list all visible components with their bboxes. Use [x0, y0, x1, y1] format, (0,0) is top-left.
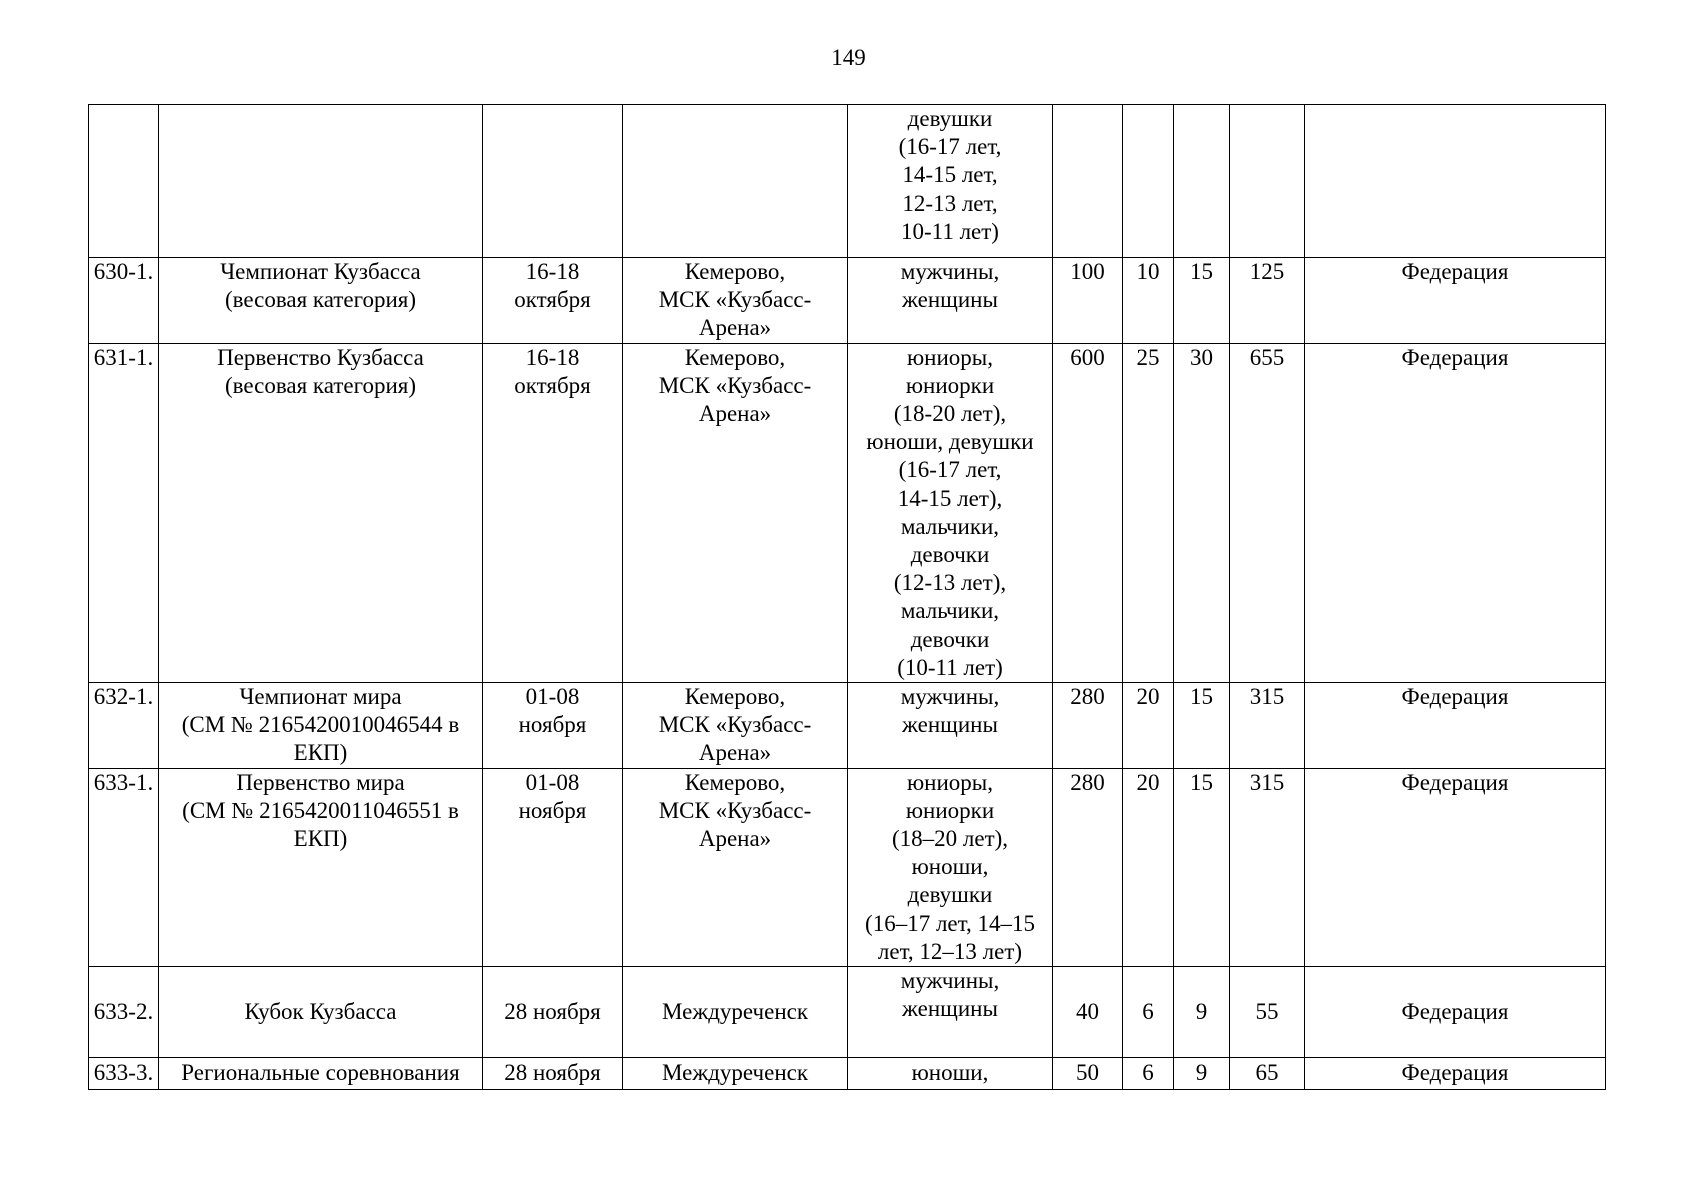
event-name-cell	[159, 105, 483, 258]
value-cell-3: 15	[1174, 258, 1230, 344]
value-cell-1: 280	[1053, 768, 1123, 966]
table-row	[89, 768, 1606, 966]
event-name-cell: Первенство мира (СМ № 2165420011046551 в ЕКП)	[159, 768, 483, 966]
page-number: 149	[831, 45, 866, 70]
row-number-cell: 633-1.	[89, 768, 159, 966]
participants-category-cell: мужчины, женщины	[848, 683, 1053, 769]
table-row	[89, 967, 1606, 1058]
organizer-cell: Федерация	[1305, 967, 1606, 1058]
value-cell-1: 600	[1053, 343, 1123, 682]
venue-cell: Кемерово, МСК «Кузбасс- Арена»	[623, 683, 848, 769]
event-name-cell: Региональные соревнования	[159, 1058, 483, 1090]
participants-category-cell: юниоры, юниорки (18-20 лет), юноши, девушки (16-17 лет, 14-15 лет), мальчики, девочки (12-13 лет), мальчики, девочки (10-11 лет)	[848, 343, 1053, 682]
table-row	[89, 1058, 1606, 1090]
value-cell-total: 655	[1230, 343, 1305, 682]
row-number-cell	[89, 105, 159, 258]
value-cell-3: 9	[1174, 1058, 1230, 1090]
organizer-cell: Федерация	[1305, 768, 1606, 966]
value-cell-3: 9	[1174, 967, 1230, 1058]
date-cell: 01-08 ноября	[483, 683, 623, 769]
value-cell-total: 315	[1230, 768, 1305, 966]
value-cell-3: 30	[1174, 343, 1230, 682]
value-cell-total: 125	[1230, 258, 1305, 344]
organizer-cell: Федерация	[1305, 343, 1606, 682]
date-cell: 28 ноября	[483, 1058, 623, 1090]
venue-cell: Междуреченск	[623, 1058, 848, 1090]
date-cell: 16-18 октября	[483, 343, 623, 682]
venue-cell: Кемерово, МСК «Кузбасс- Арена»	[623, 768, 848, 966]
value-cell-total: 55	[1230, 967, 1305, 1058]
table-row	[89, 683, 1606, 769]
value-cell-1: 50	[1053, 1058, 1123, 1090]
date-cell: 28 ноября	[483, 967, 623, 1058]
row-number-cell: 633-2.	[89, 967, 159, 1058]
table-row	[89, 105, 1606, 258]
value-cell-2: 20	[1123, 683, 1174, 769]
event-name-cell: Чемпионат мира (СМ № 2165420010046544 в ЕКП)	[159, 683, 483, 769]
row-number-cell: 630-1.	[89, 258, 159, 344]
value-cell-2: 6	[1123, 1058, 1174, 1090]
value-cell-2	[1123, 105, 1174, 258]
table-row	[89, 258, 1606, 344]
row-number-cell: 631-1.	[89, 343, 159, 682]
value-cell-3: 15	[1174, 683, 1230, 769]
participants-category-cell: юниоры, юниорки (18–20 лет), юноши, девушки (16–17 лет, 14–15 лет, 12–13 лет)	[848, 768, 1053, 966]
date-cell	[483, 105, 623, 258]
participants-category-cell: девушки (16-17 лет, 14-15 лет, 12-13 лет, 10-11 лет)	[848, 105, 1053, 258]
value-cell-total: 315	[1230, 683, 1305, 769]
participants-category-cell: мужчины, женщины	[848, 967, 1053, 1058]
row-number-cell: 633-3.	[89, 1058, 159, 1090]
value-cell-2: 10	[1123, 258, 1174, 344]
value-cell-1	[1053, 105, 1123, 258]
value-cell-2: 25	[1123, 343, 1174, 682]
date-cell: 01-08 ноября	[483, 768, 623, 966]
value-cell-1: 280	[1053, 683, 1123, 769]
venue-cell	[623, 105, 848, 258]
venue-cell: Междуреченск	[623, 967, 848, 1058]
row-number-cell: 632-1.	[89, 683, 159, 769]
value-cell-total: 65	[1230, 1058, 1305, 1090]
value-cell-3: 15	[1174, 768, 1230, 966]
event-name-cell: Первенство Кузбасса (весовая категория)	[159, 343, 483, 682]
value-cell-total	[1230, 105, 1305, 258]
events-table	[88, 104, 1606, 1090]
value-cell-2: 6	[1123, 967, 1174, 1058]
value-cell-1: 100	[1053, 258, 1123, 344]
venue-cell: Кемерово, МСК «Кузбасс- Арена»	[623, 343, 848, 682]
value-cell-3	[1174, 105, 1230, 258]
organizer-cell: Федерация	[1305, 683, 1606, 769]
table-row	[89, 343, 1606, 682]
organizer-cell: Федерация	[1305, 258, 1606, 344]
value-cell-1: 40	[1053, 967, 1123, 1058]
event-name-cell: Кубок Кузбасса	[159, 967, 483, 1058]
venue-cell: Кемерово, МСК «Кузбасс- Арена»	[623, 258, 848, 344]
organizer-cell: Федерация	[1305, 1058, 1606, 1090]
participants-category-cell: мужчины, женщины	[848, 258, 1053, 344]
organizer-cell	[1305, 105, 1606, 258]
value-cell-2: 20	[1123, 768, 1174, 966]
date-cell: 16-18 октября	[483, 258, 623, 344]
event-name-cell: Чемпионат Кузбасса (весовая категория)	[159, 258, 483, 344]
participants-category-cell: юноши,	[848, 1058, 1053, 1090]
